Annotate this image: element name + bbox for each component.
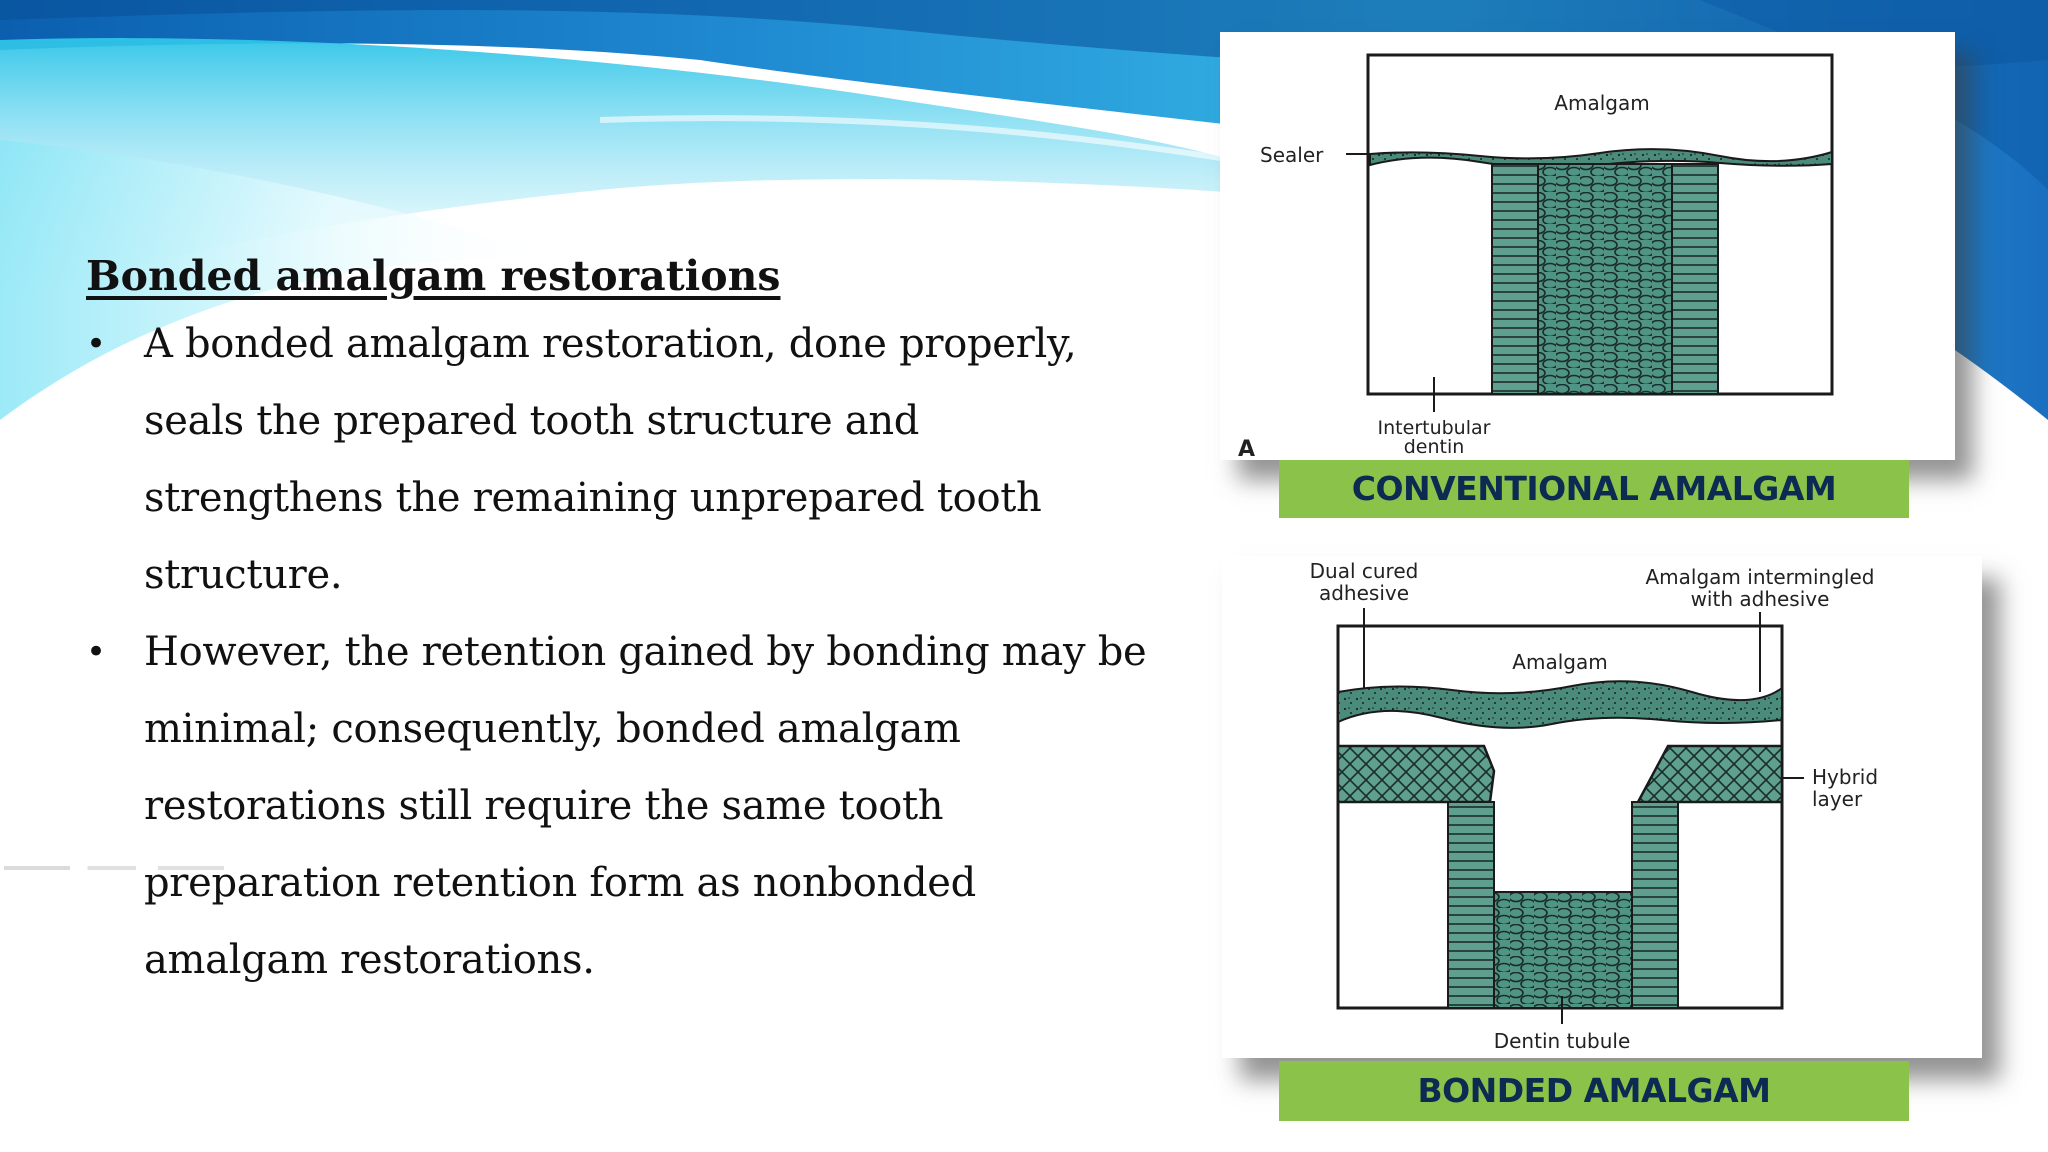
bullet-text: However, the retention gained by bonding may be minimal; consequently, bonded amalgam restorations still require the same tooth preparation retention form as nonbonded amalgam restorations. xyxy=(144,629,1147,983)
bullet-item xyxy=(86,306,1166,614)
conventional-amalgam-diagram xyxy=(1220,32,1955,460)
label-sealer: Sealer xyxy=(1260,143,1324,167)
bullet-item xyxy=(86,614,1166,999)
slide-heading: Bonded amalgam restorations xyxy=(86,252,781,300)
bullet-dot: • xyxy=(86,324,106,364)
caption-bonded-amalgam: BONDED AMALGAM xyxy=(1279,1061,1909,1121)
label-intermingled: Amalgam intermingled xyxy=(1645,565,1875,589)
bonded-amalgam-diagram xyxy=(1222,556,1982,1058)
bonded-diagram-figure xyxy=(1222,556,1982,1058)
label-adhesive: adhesive xyxy=(1318,581,1410,605)
label-with-adhesive: with adhesive xyxy=(1690,587,1830,611)
label-intertubular: Intertubular xyxy=(1377,417,1491,439)
label-dentin-tubule: Dentin tubule xyxy=(1493,1029,1631,1053)
bullet-dot: • xyxy=(86,632,106,672)
caption-conventional-amalgam: CONVENTIONAL AMALGAM xyxy=(1279,460,1909,518)
bullet-list xyxy=(86,306,1166,999)
bullet-text: A bonded amalgam restoration, done properly, seals the prepared tooth structure and strengthens the remaining unprepared tooth structure. xyxy=(144,321,1077,598)
label-layer: layer xyxy=(1812,787,1863,811)
label-dual-cured: Dual cured xyxy=(1309,559,1419,583)
label-hybrid: Hybrid xyxy=(1812,765,1879,789)
label-dentin: dentin xyxy=(1403,436,1465,458)
label-amalgam: Amalgam xyxy=(1554,91,1650,115)
panel-letter: A xyxy=(1238,437,1256,460)
slide-text xyxy=(86,252,1166,999)
label-amalgam-b: Amalgam xyxy=(1512,650,1608,674)
conventional-diagram-figure xyxy=(1220,32,1955,460)
